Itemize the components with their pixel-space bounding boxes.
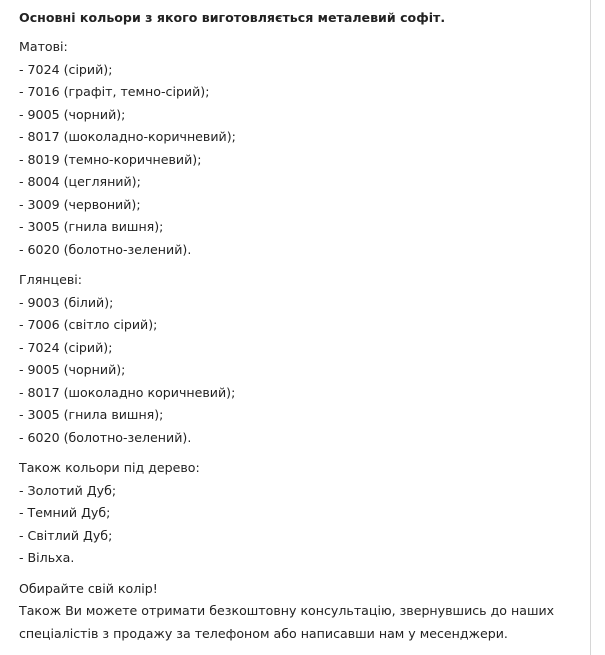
matte-heading: Матові: (19, 39, 68, 54)
glossy-color-item: - 7024 (сірий); (19, 339, 113, 355)
wood-color-item: - Темний Дуб; (19, 505, 111, 520)
matte-color-item: - 9005 (чорний); (19, 106, 126, 122)
matte-color-item: - 8019 (темно-коричневий); (19, 151, 202, 167)
article-body (19, 7, 595, 653)
wood-color-item: - Світлий Дуб; (19, 527, 113, 543)
article-title: Основні кольори з якого виготовляється металевий софіт. (19, 10, 446, 25)
glossy-heading: Глянцеві: (19, 272, 83, 287)
closing-call-to-action: Обирайте свій колір! (19, 580, 158, 596)
matte-color-item: - 8004 (цегляний); (19, 174, 141, 189)
glossy-color-item: - 9003 (білий); (19, 294, 114, 310)
closing-consultation-text: спеціалістів з продажу за телефоном або написавши нам у месенджери. (19, 625, 508, 641)
matte-colors-section (19, 36, 595, 261)
matte-color-item: - 3005 (гнила вишня); (19, 219, 164, 234)
glossy-color-item: - 8017 (шоколадно коричневий); (19, 384, 236, 400)
wood-colors-section (19, 457, 595, 570)
matte-color-item: - 7016 (графіт, темно-сірий); (19, 84, 210, 99)
glossy-color-item: - 7006 (світло сірий); (19, 317, 158, 332)
closing-section (19, 578, 595, 646)
glossy-color-item: - 6020 (болотно-зелений). (19, 429, 192, 445)
wood-color-item: - Вільха. (19, 550, 75, 565)
glossy-color-item: - 9005 (чорний); (19, 362, 126, 377)
closing-consultation-text: Також Ви можете отримати безкоштовну консультацію, звернувшись до наших (19, 603, 555, 618)
matte-color-item: - 7024 (сірий); (19, 61, 113, 77)
matte-color-item: - 3009 (червоний); (19, 196, 141, 212)
matte-color-item: - 8017 (шоколадно-коричневий); (19, 129, 236, 144)
wood-color-item: - Золотий Дуб; (19, 482, 117, 498)
wood-heading: Також кольори під дерево: (19, 460, 200, 475)
matte-color-item: - 6020 (болотно-зелений). (19, 241, 192, 257)
glossy-colors-section (19, 269, 595, 449)
glossy-color-item: - 3005 (гнила вишня); (19, 407, 164, 422)
